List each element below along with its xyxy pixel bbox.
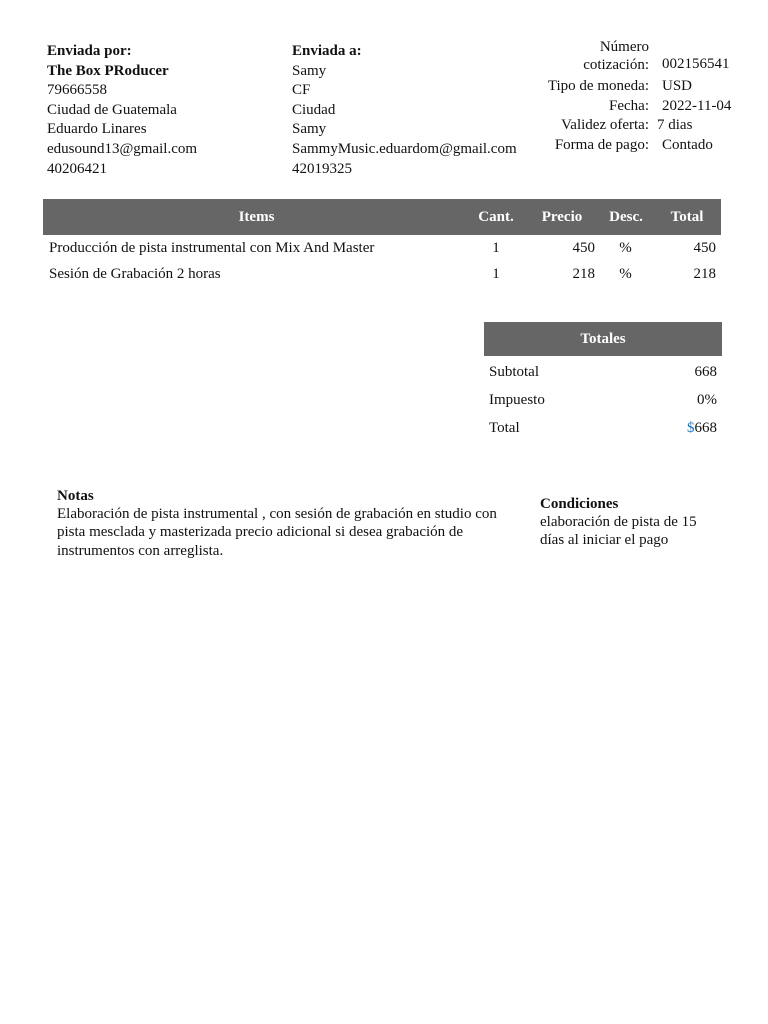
sender-phone: 79666558 [47, 82, 107, 99]
payment-row [520, 136, 760, 156]
payment-value: Contado [662, 136, 713, 153]
sender-name: The Box PRoducer [47, 62, 169, 79]
sender-contact: Eduardo Linares [47, 121, 147, 138]
quote-number-label [520, 39, 649, 74]
item-description: Producción de pista instrumental con Mix And Master [49, 240, 375, 256]
quote-number-label-line2: cotización: [583, 56, 649, 73]
recipient-name: Samy [292, 62, 327, 79]
item-description: Sesión de Grabación 2 horas [49, 266, 221, 282]
tax-value: 0% [697, 392, 717, 408]
currency-symbol: $ [687, 420, 695, 436]
totals-header: Totales [484, 322, 722, 356]
header-price: Precio [541, 209, 583, 225]
notes-line: pista mesclada y masterizada precio adicional si desea grabación de [57, 524, 464, 541]
conditions-section [540, 495, 740, 549]
items-table-header [43, 199, 721, 235]
subtotal-row [484, 359, 722, 385]
recipient-tax-id: CF [292, 82, 311, 99]
total-value: 668 [694, 420, 717, 436]
total-amount [687, 415, 717, 441]
item-discount: % [619, 266, 632, 282]
notes-line: Elaboración de pista instrumental , con sesión de grabación en studio con [57, 506, 497, 522]
quote-meta [520, 36, 760, 155]
total-row [484, 415, 722, 441]
recipient-contact: Samy [292, 121, 327, 138]
subtotal-value: 668 [694, 364, 717, 380]
item-qty: 1 [492, 240, 500, 256]
item-discount: % [619, 240, 632, 256]
currency-label: Tipo de moneda: [547, 78, 649, 94]
subtotal-label: Subtotal [489, 364, 540, 380]
tax-label: Impuesto [489, 392, 545, 408]
item-qty: 1 [492, 266, 500, 282]
date-value: 2022-11-04 [662, 97, 732, 114]
item-price: 218 [572, 266, 595, 282]
conditions-text [540, 513, 740, 549]
header-total: Total [670, 209, 704, 225]
payment-label: Forma de pago: [554, 136, 649, 153]
quote-number-row [520, 36, 760, 74]
recipient-city: Ciudad [292, 101, 336, 118]
tax-row [484, 387, 722, 413]
date-row [520, 97, 760, 117]
conditions-line: elaboración de pista de 15 [540, 514, 697, 530]
notes-line: instrumentos con arreglista. [57, 542, 224, 559]
sender-city: Ciudad de Guatemala [47, 101, 177, 118]
notes-section [57, 487, 527, 560]
validity-value: 7 dias [657, 117, 693, 133]
item-price: 450 [572, 240, 595, 256]
date-label: Fecha: [609, 97, 649, 114]
conditions-heading: Condiciones [540, 496, 619, 512]
table-row [43, 261, 721, 287]
header-qty: Cant. [478, 209, 514, 225]
conditions-line: días al iniciar el pago [540, 532, 669, 548]
sender-block [47, 42, 277, 179]
quote-number-value: 002156541 [662, 55, 730, 72]
validity-row [520, 116, 760, 136]
notes-text [57, 505, 527, 560]
total-label: Total [489, 420, 520, 436]
notes-heading: Notas [57, 488, 94, 504]
currency-value: USD [662, 78, 693, 94]
recipient-phone: 42019325 [292, 160, 352, 177]
currency-row [520, 77, 760, 97]
header-discount: Desc. [609, 209, 643, 225]
header-items: Items [238, 209, 275, 225]
sender-heading: Enviada por: [47, 43, 132, 59]
sender-id: 40206421 [47, 160, 107, 177]
recipient-email: SammyMusic.eduardom@gmail.com [292, 140, 517, 157]
item-total: 450 [693, 240, 716, 256]
validity-label: Validez oferta: [561, 117, 649, 133]
item-total: 218 [693, 266, 716, 282]
table-row [43, 235, 721, 261]
recipient-heading: Enviada a: [292, 43, 362, 59]
recipient-block [292, 42, 532, 179]
quote-number-label-line1: Número [599, 39, 649, 55]
sender-email: edusound13@gmail.com [47, 140, 198, 157]
